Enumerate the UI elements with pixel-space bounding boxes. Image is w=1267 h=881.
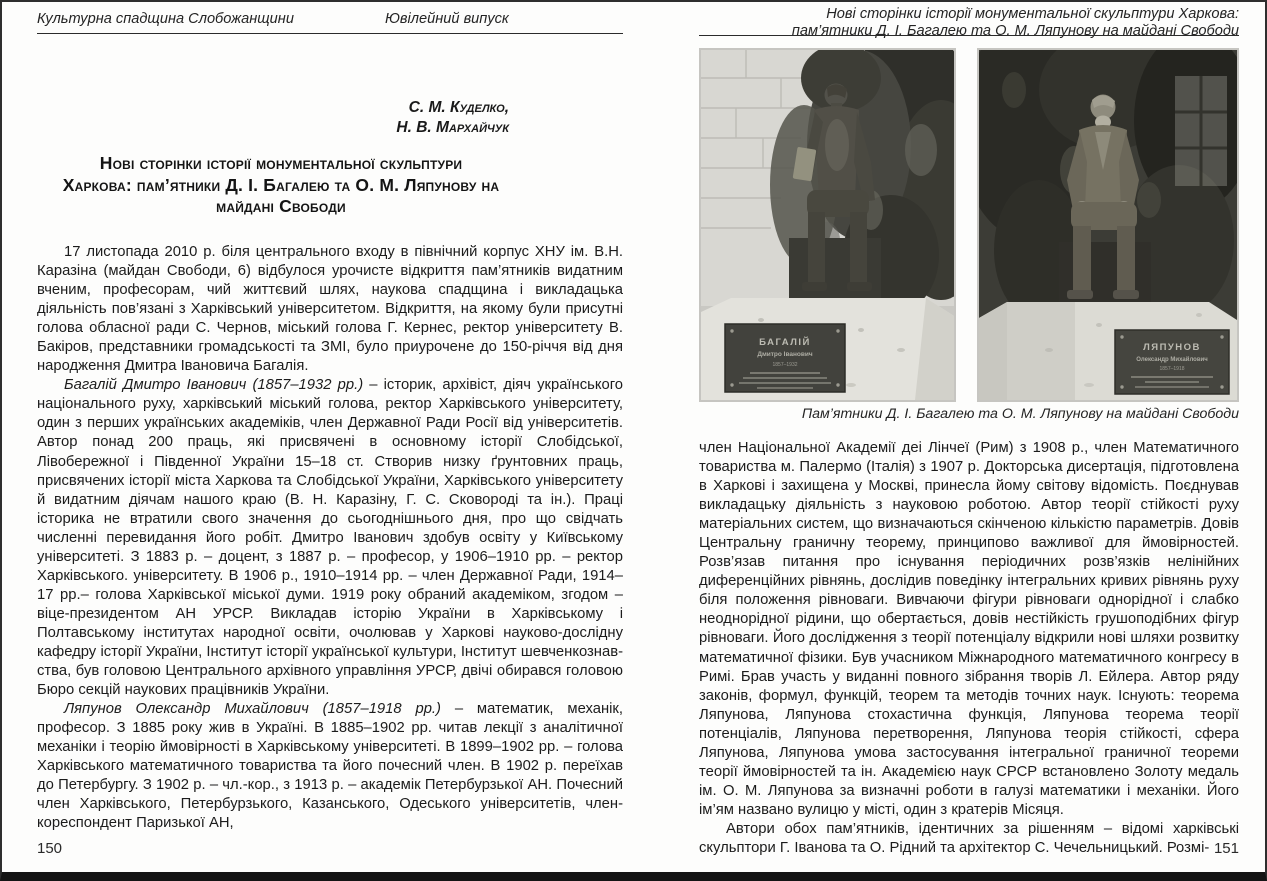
- page-number-left: 150: [37, 840, 63, 857]
- title-line: майдані Свободи: [216, 196, 346, 216]
- lyapunov-monument-photo: [977, 48, 1239, 402]
- paragraph-text: – математик, механік, професор. З 1885 року жив в Україні. В 1885–1902 рр. читав лекції з аналітичної механіки і теорію ймовірності в Харківському університеті. В 1899–1902 рр. – голова Харківського математичного товариства та його почесний член. В 1902 р. переїхав до Петербургу. З 1902 р. – чл.-кор., з 1913 р. – академік Петербурзької АН. Почесний член Харківського, Петербурзького, Казанського, Одеського університетів, член-кореспондент Паризької АН,: [37, 701, 623, 832]
- plaque-years: 1857–1932: [772, 362, 798, 368]
- bahaliy-monument-photo: [699, 48, 956, 402]
- bahaliy-photo-illustration: [701, 50, 954, 400]
- paragraph-text: – історик, архівіст, діяч українського національного руху, харківський міський голова, ректор Харківського університету, один з перших українських академіків, член Державної Ради Росії від університетів. Автор понад 200 праць, які присвячені в основному історії Слобідської, Лівобережної і Південної України 15–18 ст. Створив низку ґрунтовних праць, присвячених історії міста Харкова та Слобідської України, Харківського університету й видатним діячам нашого краю (В. Н. Каразіну, Г. С. Сковороді та ін.). Праці історика не втратили свого значення до сьогоднішнього дня, про що свідчать численні перевидання його робіт. Дмитро Іванович здобув освіту у Київському університеті. З 1883 р. – доцент, з 1887 р. – професор, у 1906–1910 рр. – ректор Харківського. університету. В 1906 р., 1910–1914 рр. – член Державної Ради, 1914–17 рр.– голова Харківської міської думи. 1919 року обраний академіком, згодом – віце-президентом АН УРСР. Викладав історію України в Харківському і Полтавському інститутах народної освіти, очолював у Харкові науково-дослідну кафедру історії України, Інститут історії української культури, Інститут шевченкознав-ства, був головою Центрального архівного управління УРСР, двічі обирався головою Бюро секцій наукових працівників України.: [37, 377, 623, 699]
- photos-row: [699, 48, 1239, 402]
- paragraph-lead: Ляпунов Олександр Михайлович (1857–1918 рр.): [64, 701, 441, 718]
- running-head-issue: Ювілейний випуск: [385, 11, 509, 27]
- left-page: [37, 2, 623, 872]
- photo-caption: Пам’ятники Д. І. Багалею та О. М. Ляпунову на майдані Свободи: [801, 406, 1239, 422]
- authors-block: [37, 98, 509, 137]
- bahaliy-plaque: [725, 324, 845, 392]
- paragraph: [37, 376, 623, 700]
- title-line: Харкова: пам’ятники Д. І. Багалею та О. М. Ляпунову на: [62, 174, 500, 195]
- paragraph-lead: Багалій Дмитро Іванович (1857–1932 рр.): [64, 377, 364, 394]
- right-page-body: [699, 439, 1239, 858]
- plaque-name: БАГАЛІЙ: [759, 337, 811, 348]
- paragraph-text: 17 листопада 2010 р. біля центрального входу в північний корпус ХНУ ім. В.Н. Каразіна (майдан Свободи, 6) відбулося урочисте відкриття пам’ятників видатним вченим, професорам, чий життєвий шлях, наукова спадщина і викладацька діяльність пов’язані з Харківський університетом. Відкриття, на якому були присутні голова обласної ради С. Чернов, міський голова Г. Кернес, ректор університету В. Бакіров, представники громадськості та ЗМІ, було приурочене до 150-річчя від дня народження Дмитра Івановича Багалія.: [37, 244, 623, 375]
- plaque-patronymic: Дмитро Іванович: [757, 351, 813, 358]
- page-number-right: 151: [1213, 840, 1239, 857]
- plaque-patronymic: Олександр Михайлович: [1136, 357, 1208, 363]
- paragraph-text: Автори обох пам’ятників, ідентичних за рішенням – відомі харківські скульптори Г. Іванова та О. Рідний та архітектор С. Чечельницький. Розмі-: [699, 820, 1239, 856]
- plaque-name: ЛЯПУНОВ: [1143, 342, 1201, 353]
- header-rule: [699, 35, 1239, 36]
- running-head-line: Нові сторінки історії монументальної скульптури Харкова:: [826, 6, 1239, 22]
- paragraph: [37, 243, 623, 376]
- paragraph: [699, 439, 1239, 820]
- lyapunov-photo-illustration: [979, 50, 1237, 400]
- right-page: [699, 2, 1239, 872]
- header-rule: [37, 33, 623, 34]
- title-line: Нові сторінки історії монументальної скульптури: [99, 153, 463, 173]
- paragraph-text: член Національної Академії деі Лінчеї (Рим) з 1908 р., член Математичного товариства м. Палермо (Італія) з 1907 р. Докторська дисертація, підготовлена в Харкові і захищена у Москві, принесла йому світову відомість. Поєднував викладацьку діяльність з науковою роботою. Автор теорії стійкості руху матеріальних систем, що визначаються скінченою кількістю параметрів. Довів Центральну граничну теорему, принципово важливої для ймовірностей. Розв’язав питання про існування періодичних розв’язків нелінійних диференційних рівнянь, дослідив поведінку інтегральних кривих рівнянь руху біля положення рівноваги. Вивчаючи фігури рівноваги однорідної і слабко неоднорідної рідини, що обертається, довів нестійкість грушоподібних фігур рівноваги. Його дослідження з теорії потенціалу відкрили нові шляхи розвитку математичної фізики. Був учасником Міжнародного математичного конгресу в Римі. Брав участь у виданні повного зібрання творів Л. Ейлера. Автор ряду законів, формул, функцій, теорем та методів точних наук. Існують: теорема Ляпунова, Ляпунова стохастична функція, Ляпунова теорема теорії потенціалів, Ляпунова перетворення, Ляпунова теорія стійкості, сфера Ляпунова, Ляпунова умова застосування інтегральної граничної теореми теорії ймовірностей та ін. Академією наук СРСР встановлено Золоту медаль ім. О. М. Ляпунова за визначні роботи в галузі математики і механіки. Його ім’ям названо вулицю у місті, один з кратерів Місяця.: [699, 440, 1239, 818]
- running-head-journal: Культурна спадщина Слобожанщини: [37, 11, 294, 27]
- author-line: С. М. Куделко,: [408, 99, 509, 116]
- paragraph: [699, 820, 1239, 858]
- article-title: [37, 153, 525, 218]
- plaque-years: 1857–1918: [1159, 366, 1185, 372]
- left-page-body: [37, 243, 623, 833]
- paragraph: [37, 700, 623, 833]
- author-line: Н. В. Мархайчук: [396, 118, 509, 136]
- lyapunov-plaque: [1115, 330, 1229, 394]
- running-head-line: пам’ятники Д. І. Багалею та О. М. Ляпунову на майдані Свободи: [791, 22, 1239, 39]
